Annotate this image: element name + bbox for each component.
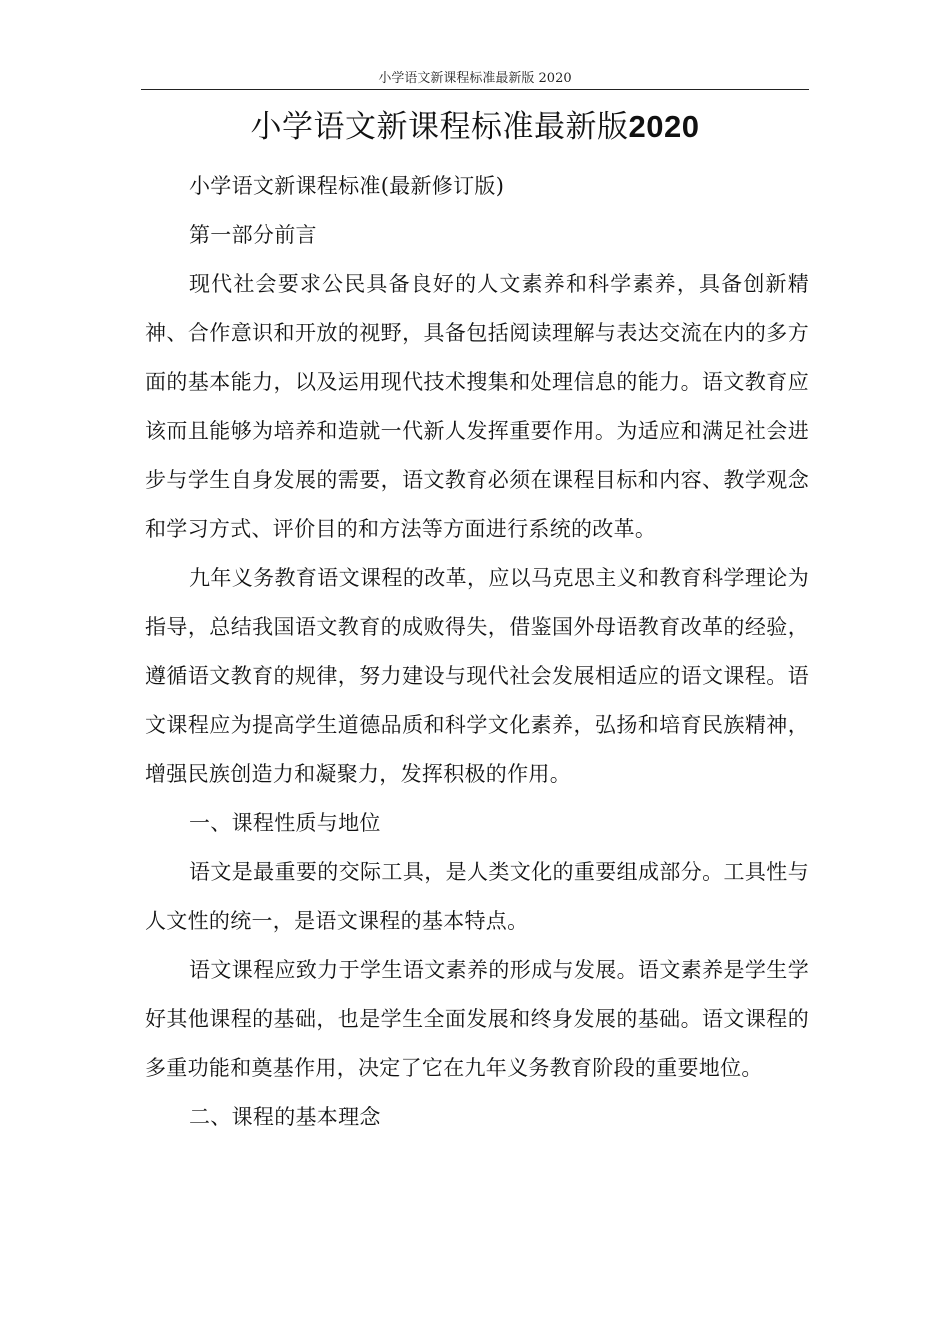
body-paragraph: 九年义务教育语文课程的改革，应以马克思主义和教育科学理论为指导，总结我国语文教育的成败得失，借鉴国外母语教育改革的经验，遵循语文教育的规律，努力建设与现代社会发展相适应的语文课程。语文课程应为提高学生道德品质和科学文化素养，弘扬和培育民族精神，增强民族创造力和凝聚力，发挥积极的作用。	[145, 566, 809, 786]
body-paragraph: 语文是最重要的交际工具，是人类文化的重要组成部分。工具性与人文性的统一，是语文课程的基本特点。	[145, 860, 809, 933]
running-header: 小学语文新课程标准最新版 2020	[141, 70, 809, 90]
body-paragraph: 语文课程应致力于学生语文素养的形成与发展。语文素养是学生学好其他课程的基础，也是学生全面发展和终身发展的基础。语文课程的多重功能和奠基作用，决定了它在九年义务教育阶段的重要地位。	[145, 958, 809, 1080]
subtitle-paragraph: 小学语文新课程标准(最新修订版)	[189, 174, 505, 198]
title-main: 小学语文新课程标准最新版	[250, 109, 629, 145]
section-heading-course-nature: 一、课程性质与地位	[189, 811, 381, 835]
title-year: 2020	[628, 109, 700, 144]
document-title	[141, 104, 809, 150]
document-body	[145, 162, 809, 1142]
section-heading-part-one: 第一部分前言	[189, 223, 317, 247]
body-paragraph: 现代社会要求公民具备良好的人文素养和科学素养，具备创新精神、合作意识和开放的视野，具备包括阅读理解与表达交流在内的多方面的基本能力，以及运用现代技术搜集和处理信息的能力。语文教育应该而且能够为培养和造就一代新人发挥重要作用。为适应和满足社会进步与学生自身发展的需要，语文教育必须在课程目标和内容、教学观念和学习方式、评价目的和方法等方面进行系统的改革。	[145, 272, 809, 541]
section-heading-basic-concepts: 二、课程的基本理念	[189, 1105, 381, 1129]
